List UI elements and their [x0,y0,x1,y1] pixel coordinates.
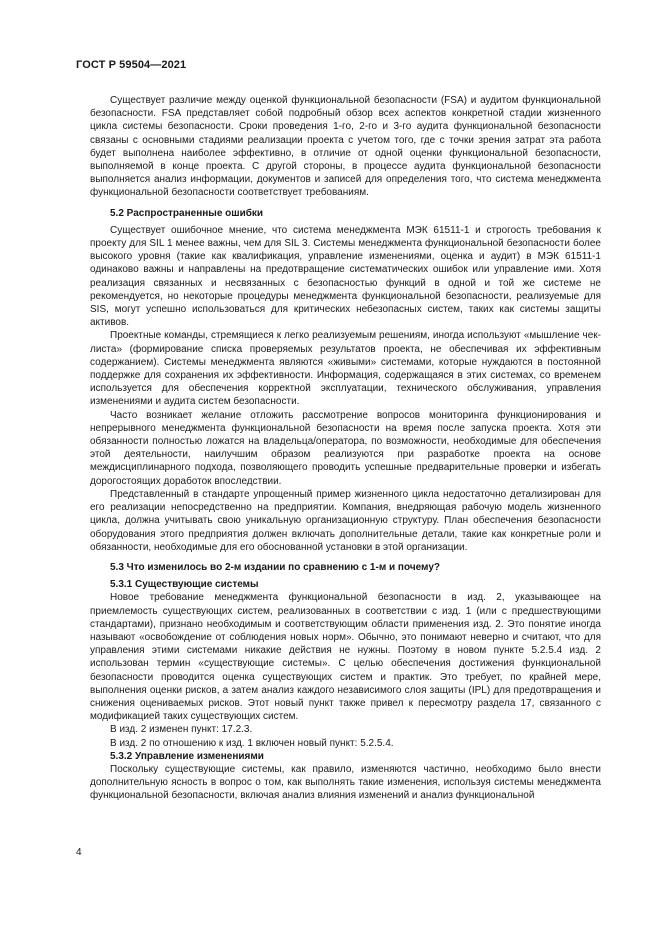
paragraph: В изд. 2 по отношению к изд. 1 включен новый пункт: 5.2.5.4. [110,737,394,749]
subsection-heading-5-3-2: 5.3.2 Управление изменениями [110,750,264,762]
body-text [90,94,601,803]
paragraph: Проектные команды, стремящиеся к легко реализуемым решениям, иногда используют «мышление чек-листа» (формирование списка проверяемых результатов проекта, не обеспечивая их эффективным содержанием). Системы менеджмента являются «живыми» системами, которые нуждаются в постоянной поддержке для сохранения их эффективности. Информация, содержащаяся в этих системах, со временем используется для обеспечения корректной эксплуатации, технического обслуживания, управления изменениями и аудита систем безопасности. [90,330,601,408]
paragraph: Новое требование менеджмента функциональной безопасности в изд. 2, указывающее на приемлемость существующих систем, реализованных в соответствии с изд. 1 (или с предшествующими стандартами), признано необходимым и соответствующим области применения изд. 2. Это понятие иногда называют «освобождение от соблюдения новых норм». Обычно, это понимают неверно и считают, что для управления этими системами никакие действия не нужны. Поэтому в новом пункте 5.2.5.4 изд. 2 использован термин «существующие системы». С целью обеспечения достижения функциональной безопасности проводится оценка существующих систем и практик. Это требует, по крайней мере, выполнения оценки рисков, а затем анализ каждого независимого слоя защиты (IPL) для предотвращения и снижения оцениваемых рисков. Этот новый пункт также привел к пересмотру раздела 17, связанного с модификацией таких существующих систем. [90,592,601,723]
page-number: 4 [76,847,82,858]
paragraph: Часто возникает желание отложить рассмотрение вопросов мониторинга функционирования и непрерывного менеджмента функциональной безопасности на время после запуска проекта. Хотя эти обязанности полностью ложатся на владельца/оператора, по возможности, необходимые для обеспечения этой деятельности, наилучшим образом реализуются при разработке проекта на основе междисциплинарного подхода, позволяющего проводить успешные предварительные проверки и избегать дорогостоящих доработок впоследствии. [90,409,601,487]
paragraph: В изд. 2 изменен пункт: 17.2.3. [110,724,253,736]
paragraph: Представленный в стандарте упрощенный пример жизненного цикла недостаточно детализирован для его реализации непосредственно на предприятии. Компания, внедряющая рабочую модель жизненного цикла, должна учитывать свою уникальную организационную структуру. План обеспечения безопасности оборудования этого предприятия должен включать дополнительные детали, такие как конкретные роли и обязанности, необходимые для его обоснованной установки в этой организации. [90,488,601,553]
paragraph: Существует ошибочное мнение, что система менеджмента МЭК 61511-1 и строгость требования к проекту для SIL 1 менее важны, чем для SIL 3. Системы менеджмента функциональной безопасности более высокого уровня (такие как квалификация, управление изменениями, оценка и аудит) в МЭК 61511-1 одинаково важны и направлены на предотвращение систематических ошибок или управление ими. Хотя реализация связанных и несвязанных с безопасностью функций в одной и той же системе не рекомендуется, но некоторые процедуры менеджмента функциональной безопасности, реализуемые для SIS, могут успешно использоваться для критических небезопасных систем, таких как системы защиты активов. [90,224,601,329]
document-header: ГОСТ Р 59504—2021 [76,59,187,71]
paragraph: Поскольку существующие системы, как правило, изменяются частично, необходимо было внести дополнительную ясность в вопрос о том, как выполнять такие изменения, используя системы менеджмента функциональной безопасности, включая анализ влияния изменений и анализ функциональной [90,763,601,802]
paragraph: Существует различие между оценкой функциональной безопасности (FSA) и аудитом функциональной безопасности. FSA представляет собой подробный обзор всех аспектов конкретной стадии жизненного цикла системы безопасности. Сроки проведения 1-го, 2-го и 3-го аудита функциональной безопасности связаны с основными стадиями реализации проекта с учетом того, где с точки зрения затрат эта работа будет выполнена наиболее эффективно, в отличие от одной оценки функциональной безопасности, выполняемой в конце проекта. С другой стороны, в процессе аудита функциональной безопасности выполняется анализ информации, документов и записей для определения того, что система менеджмента функциональной безопасности соответствует требованиям. [90,95,601,199]
subsection-heading-5-3-1: 5.3.1 Существующие системы [110,579,259,591]
section-heading-5-2: 5.2 Распространенные ошибки [110,207,264,219]
section-heading-5-3: 5.3 Что изменилось во 2-м издании по сравнению с 1-м и почему? [110,561,440,573]
